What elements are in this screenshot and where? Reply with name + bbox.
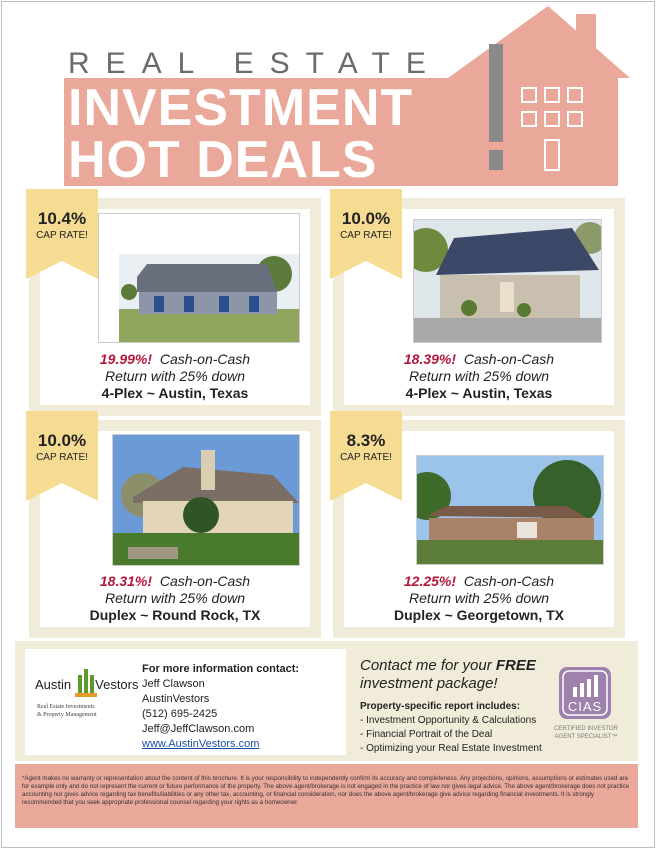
- promo-free: FREE: [495, 657, 536, 674]
- cap-rate-value: 10.0%: [341, 209, 391, 228]
- cash-on-cash-label: Cash-on-Cash: [159, 351, 251, 367]
- contact-phone: (512) 695-2425: [142, 708, 218, 720]
- property-type-location: 4-Plex ~ Austin, Texas: [101, 385, 249, 401]
- property-photo: [112, 434, 300, 566]
- list-item: - Investment Opportunity & Calculations: [360, 715, 537, 726]
- promo-block: [360, 657, 560, 756]
- promo-list: [360, 714, 560, 756]
- deal-card: [29, 198, 321, 416]
- cap-rate-value: 10.4%: [37, 209, 87, 228]
- return-line: Return with 25% down: [104, 590, 246, 606]
- logo-tagline: [37, 703, 97, 719]
- list-item: - Optimizing your Real Estate Investment: [360, 743, 542, 754]
- property-type-location: Duplex ~ Round Rock, TX: [89, 607, 261, 623]
- austinvestors-logo: [35, 667, 145, 727]
- header-title-line2: HOT DEALS: [68, 131, 378, 189]
- promo-line-pre: Contact me for your: [360, 657, 496, 674]
- cap-rate-ribbon: [26, 189, 98, 279]
- fourplex-photo-image: [414, 220, 601, 342]
- cap-rate-label: CAP RATE!: [36, 230, 88, 241]
- cap-rate-ribbon: [26, 411, 98, 501]
- deal-description: [40, 573, 310, 624]
- contact-card: [25, 649, 346, 755]
- fourplex-photo-image: [99, 214, 299, 342]
- cash-on-cash-label: Cash-on-Cash: [463, 351, 555, 367]
- contact-details: [142, 662, 299, 752]
- cash-on-cash-label: Cash-on-Cash: [463, 573, 555, 589]
- cash-on-cash-percent: 18.31%!: [99, 573, 153, 589]
- cash-on-cash-percent: 18.39%!: [403, 351, 457, 367]
- header: [0, 0, 658, 200]
- deal-card: [333, 420, 625, 638]
- return-line: Return with 25% down: [104, 368, 246, 384]
- contact-heading: For more information contact:: [142, 663, 300, 675]
- cias-badge: [549, 667, 623, 757]
- promo-subheading: Property-specific report includes:: [360, 701, 521, 712]
- contact-name: Jeff Clawson: [142, 678, 205, 690]
- header-subtitle: REAL ESTATE: [68, 47, 442, 80]
- cap-rate-ribbon: [330, 411, 402, 501]
- logo-tagline-line2: & Property Management: [37, 712, 97, 718]
- deal-card: [333, 198, 625, 416]
- logo-name-left: Austin: [35, 677, 72, 692]
- property-type-location: 4-Plex ~ Austin, Texas: [405, 385, 553, 401]
- cap-rate-label: CAP RATE!: [340, 230, 392, 241]
- disclaimer-text: *Agent makes no warranty or representation about the content of this brochure. It is your responsibility to independently confirm its accuracy and completeness. Any projections, opinions, assumptions or estimates used are for example only and do not represent the current or future performance of the property. The above agent/brokerage is not engaged in the practice of law nor gives legal advice. The above agent/brokerage does not practice accounting nor gives advice regarding tax benefits/liabilities or any other tax, accounting, or financial consideration, nor does the above agent/brokerage give advice regarding financial investments. It is strongly recommended that you seek appropriate professional counsel regarding your rights as a homeowner.: [22, 775, 630, 806]
- cap-rate-label: CAP RATE!: [36, 452, 88, 463]
- deal-description: [344, 573, 614, 624]
- property-photo: [413, 219, 602, 343]
- deal-card: [29, 420, 321, 638]
- return-line: Return with 25% down: [408, 590, 550, 606]
- cias-badge-text: CIAS: [567, 699, 603, 714]
- website-link[interactable]: www.AustinVestors.com: [142, 738, 260, 750]
- logo-tagline-line1: Real Estate Investments: [37, 704, 95, 710]
- deal-description: [40, 351, 310, 402]
- property-photo: [416, 455, 604, 565]
- logo-name-right: Vestors: [95, 677, 139, 692]
- list-item: - Financial Portrait of the Deal: [360, 729, 493, 740]
- return-line: Return with 25% down: [408, 368, 550, 384]
- header-title-line1: INVESTMENT: [68, 79, 414, 137]
- duplex-photo-image: [417, 456, 603, 564]
- deal-description: [344, 351, 614, 402]
- contact-section: [15, 641, 638, 761]
- cash-on-cash-percent: 12.25%!: [403, 573, 457, 589]
- cash-on-cash-percent: 19.99%!: [99, 351, 153, 367]
- contact-email[interactable]: Jeff@JeffClawson.com: [142, 723, 255, 735]
- cap-rate-value: 8.3%: [346, 431, 386, 450]
- promo-heading: [360, 657, 560, 693]
- cias-caption-line2: AGENT SPECIALIST™: [554, 734, 618, 740]
- cap-rate-ribbon: [330, 189, 402, 279]
- duplex-photo-image: [113, 435, 299, 565]
- cap-rate-label: CAP RATE!: [340, 452, 392, 463]
- cias-badge-caption: [549, 725, 623, 741]
- property-type-location: Duplex ~ Georgetown, TX: [394, 607, 564, 623]
- property-photo: [98, 213, 300, 343]
- disclaimer-section: [15, 764, 638, 828]
- cash-on-cash-label: Cash-on-Cash: [159, 573, 251, 589]
- cias-caption-line1: CERTIFIED INVESTOR: [554, 726, 618, 732]
- promo-line2: investment package!: [360, 675, 498, 692]
- logo-name: [35, 677, 139, 692]
- cap-rate-value: 10.0%: [37, 431, 87, 450]
- contact-company: AustinVestors: [142, 693, 210, 705]
